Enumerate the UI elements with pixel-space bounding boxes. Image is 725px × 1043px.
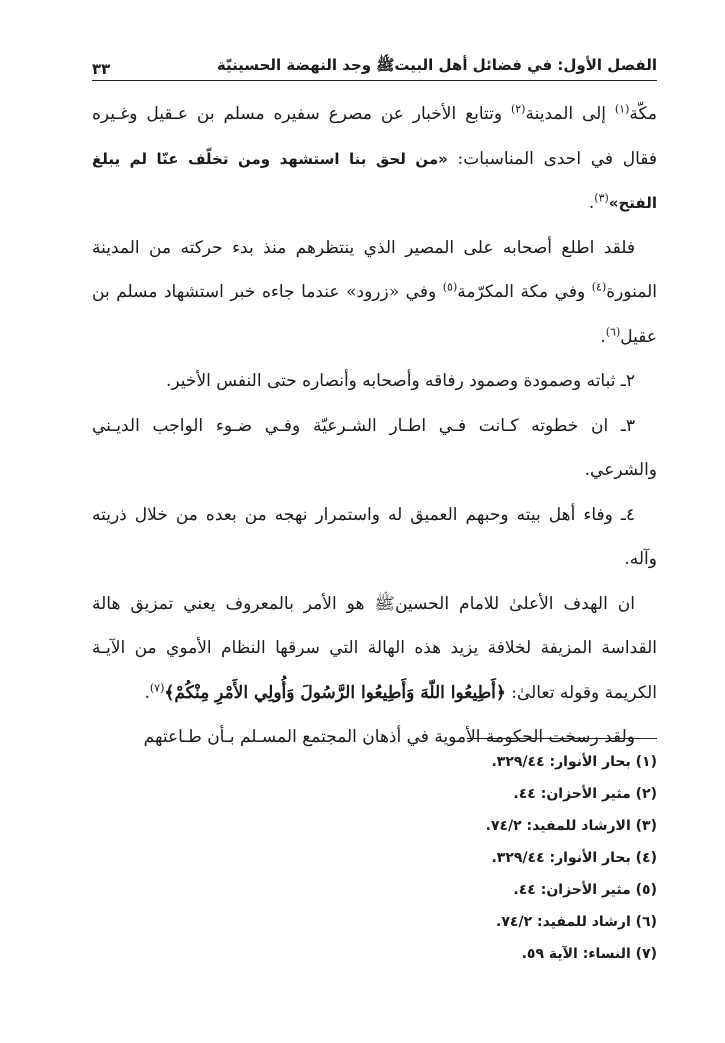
header-rule: [92, 80, 657, 81]
text-run: .: [600, 326, 606, 347]
footnote-ref-1[interactable]: (١): [614, 102, 630, 116]
text-run: إلى المدينة: [525, 104, 615, 124]
footnote-ref-3[interactable]: (٣): [594, 191, 609, 205]
text-run: فلقد اطلع أصحابه على المصير الذي ينتظرهم منذ بدء حركته من المدينة المنورة: [92, 237, 658, 302]
text-run: وفي مكة المكرّمة: [457, 282, 592, 302]
footnote-ref-4[interactable]: (٤): [591, 280, 607, 294]
page-number: ٣٣: [92, 60, 111, 78]
footnote-4: (٤) بحار الأنوار: ٣٢٩/٤٤.: [491, 850, 657, 866]
list-item-3: ٣ـ ان خطوته كـانت فـي اطـار الشـرعيّة وفـي ضـوء الواجب الديـني والشرعي.: [92, 415, 657, 480]
text-run: .: [588, 193, 595, 213]
footnote-ref-5[interactable]: (٥): [442, 280, 458, 294]
paragraph-4: ولقد رسخت الحكومة الأموية في أذهان المجتمع المسـلم بـأن طـاعتهم: [143, 727, 635, 747]
footnote-1: (١) بحار الأنوار: ٣٢٩/٤٤.: [491, 754, 657, 770]
quotation: «من لحق بنا استشهد ومن تخلّف عنّا لم يبلغ الفتح»: [92, 149, 657, 212]
footnote-ref-6[interactable]: (٦): [605, 324, 621, 338]
main-text: [92, 92, 657, 760]
paragraph-1: [92, 92, 657, 226]
footnotes: [357, 746, 657, 970]
paragraph-2: [92, 226, 657, 360]
list-item-2: ٢ـ ثباته وصمودة وصمود رفاقه وأصحابه وأنصاره حتى النفس الأخير.: [166, 371, 635, 391]
text-run: ان الهدف الأعلىٰ للامام الحسين‏ﷺ هو الأمر بالمعروف يعني تمزيق هالة القداسة المزيفة لخلافة يزيد هذه الهالة التي سرقها النظام الأموي من الآيـة الكريمة وقوله تعالىٰ:: [92, 593, 657, 703]
footnote-7: (٧) النساء: الآية ٥٩.: [521, 946, 657, 962]
footnote-rule: [467, 738, 657, 739]
quran-verse: ﴿أَطِيعُوا اللّهَ وَأَطِيعُوا الرَّسُولَ وَأُولِي الأَمْرِ مِنْكُمْ﴾: [164, 682, 506, 703]
footnote-6: (٦) ارشاد للمفيد: ٧٤/٢.: [496, 914, 657, 930]
list-item-4: ٤ـ وفاء أهل بيته وحبهم العميق له واستمرار نهجه من بعده من خلال ذريته وآله.: [92, 504, 657, 569]
footnote-3: (٣) الارشاد للمفيد: ٧٤/٢.: [485, 818, 657, 834]
footnote-2: (٢) مثير الأحزان: ٤٤.: [513, 786, 657, 802]
footnote-ref-7[interactable]: (٧): [149, 680, 165, 694]
text-run: وتتابع الأخبار عن مصرع سفيره مسلم بن عـقيل وغـيره فقال في احدى المناسبات:: [92, 104, 657, 169]
text-run: وفي «زرود» عندما جاءه خبر استشهاد مسلم بن عقيل: [92, 282, 657, 347]
footnote-5: (٥) مثير الأحزان: ٤٤.: [513, 882, 657, 898]
text-run: مكّة: [629, 104, 657, 124]
running-head: [92, 42, 657, 78]
text-run: .: [144, 682, 150, 703]
chapter-title: الفصل الأول: في فضائل أهل البيت‏‏ﷺ وجد النهضة الحسينيّة: [216, 56, 657, 74]
paragraph-3: [92, 582, 657, 716]
footnote-ref-2[interactable]: (٢): [510, 102, 526, 116]
